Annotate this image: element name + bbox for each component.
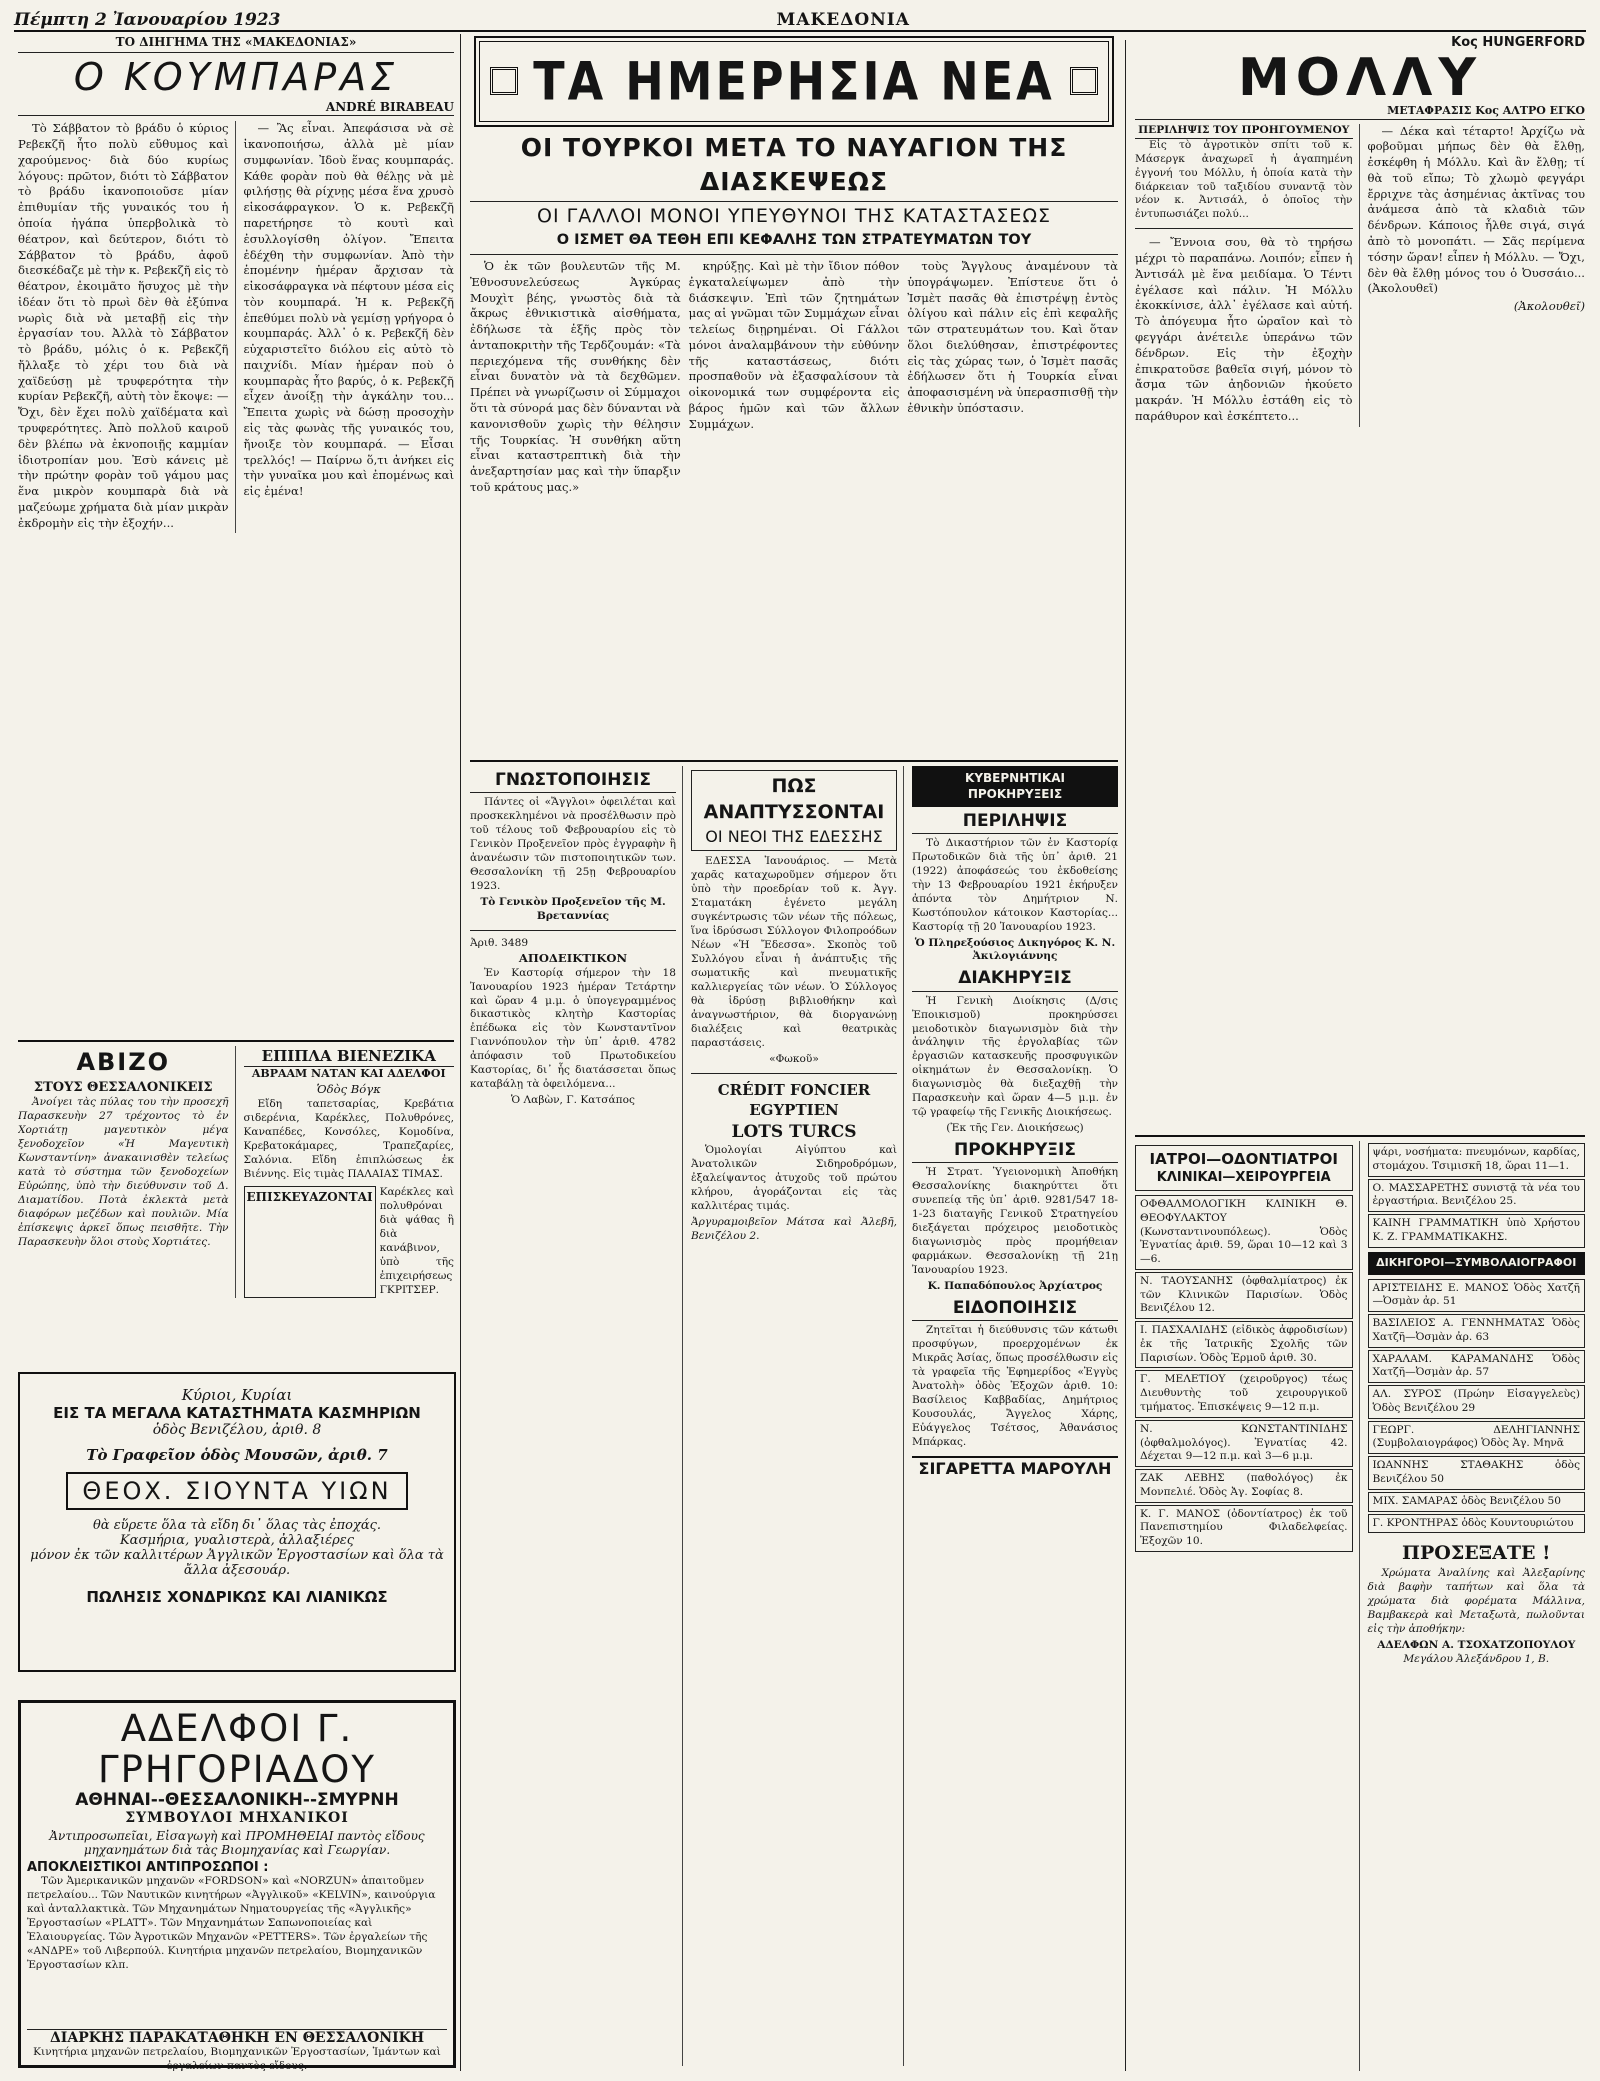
news-columns — [470, 259, 1118, 497]
serial-col-2 — [1368, 124, 1586, 427]
story-col-1 — [18, 121, 236, 533]
story-kicker: ΤΟ ΔΙΗΓΗΜΑ ΤΗΣ «ΜΑΚΕΔΟΝΙΑΣ» — [18, 34, 454, 53]
grigoriadou-section: ΑΠΟΚΛΕΙΣΤΙΚΟΙ ΑΝΤΙΠΡΟΣΩΠΟΙ : — [27, 1860, 269, 1876]
decree-title: ΑΠΟΔΕΙΚΤΙΚΟΝ — [518, 950, 628, 965]
kasm-line2: ΕΙΣ ΤΑ ΜΕΓΑΛΑ ΚΑΤΑΣΤΗΜΑΤΑ ΚΑΣΜΗΡΙΩΝ — [53, 1404, 421, 1422]
edessa-header — [691, 770, 897, 851]
news-text: κηρύξῃς. Καὶ μὲ τὴν ἴδιον πόθον ἐγκαταλείψωμεν ἀπὸ τὴν διάσκεψιν. Ἐπὶ τῶν ζητημάτων μας αἱ γνῶμαι τῶν Συμμάχων εἶναι τελείως διῃρημέναι. Οἱ Γάλλοι μόνοι ἀναλαμβάνουν τὴν εὐθύνην τῆς καταστάσεως, διότι προσπαθοῦν νὰ ἐξασφαλίσουν τὰ οἰκονομικά των συμφέροντα εἰς βάρος ἡμῶν καὶ τῶν ἄλλων Συμμάχων. — [688, 259, 900, 431]
lawyer-entry: ΙΩΑΝΝΗΣ ΣΤΑΘΑΚΗΣ ὁδὸς Βενιζέλου 50 — [1368, 1456, 1586, 1490]
news-banner-title: ΤΑ ΗΜΕΡΗΣΙΑ ΝΕΑ — [533, 49, 1055, 113]
govt-h4: ΕΙΔΟΠΟΙΗΣΙΣ — [912, 1297, 1118, 1321]
decree-num: Ἀριθ. 3489 — [470, 936, 529, 949]
kasm-line5: θὰ εὕρετε ὅλα τὰ εἴδη δι᾽ ὅλας τὰς ἐποχάς. — [92, 1518, 382, 1533]
furniture-body: Εἴδη ταπετσαρίας, Κρεβάτια σιδερένια, Καρέκλες, Πολυθρόνες, Καναπέδες, Κονσόλες, Κομοδίνα, Κρεβατοκάμαρες, Τραπεζαρίες, Σαλόνια. Εἴδη ἐπιπλώσεως ἐκ Βιέννης. Εἰς τιμὰς ΠΑΛΑΙΑΣ ΤΙΜΑΣ. — [243, 1098, 454, 1180]
news-headline-1: ΟΙ ΤΟΥΡΚΟΙ ΜΕΤΑ ΤΟ ΝΑΥΑΓΙΟΝ ΤΗΣ ΔΙΑΣΚΕΨΕΩΣ — [520, 132, 1068, 196]
lawyer-entry: Γ. ΚΡΟΝΤΗΡΑΣ ὁδὸς Κουντουριώτου — [1368, 1514, 1586, 1534]
govt-h1: ΠΕΡΙΛΗΨΙΣ — [912, 810, 1118, 834]
kasm-footer: ΠΩΛΗΣΙΣ ΧΟΝΔΡΙΚΩΣ ΚΑΙ ΛΙΑΝΙΚΩΣ — [86, 1588, 388, 1606]
govt-s1: Ὁ Πληρεξούσιος Δικηγόρος Κ. Ν. Ἀκιλογιάννης — [914, 936, 1116, 963]
govt-b4: Ζητεῖται ἡ διεύθυνσις τῶν κάτωθι προσφύγων, προερχομένων ἐκ Μικρᾶς Ἀσίας, ὅπως προσέλθωσιν εἰς τὰ γραφεῖα τῆς Ἐφημερίδος «Ἐγγὺς Ἀνατολὴ» ὁδὸς Ἐξοχῶν ἀριθ. 10: Βασίλειος Καββαδίας, Δημήτριος Κουσουλάς, Ἄγγελος Χάρης, Εὐάγγελος Τσέτσος, Ἀθανάσιος Μπάρκας. — [912, 1324, 1118, 1448]
decree-sign: Ὁ Λαβὼν, Γ. Κατσάπος — [511, 1094, 635, 1107]
doctor-entry: Ι. ΠΑΣΧΑΛΙΔΗΣ (εἰδικὸς ἀφροδισίων) ἐκ τῆς Ἰατρικῆς Σχολῆς τῶν Παρισίων. Ὁδὸς Ἑρμοῦ ἀριθ. 30. — [1135, 1321, 1353, 1368]
kasm-firm: ΘΕΟΧ. ΣΙΟΥΝΤΑ ΥΙΩΝ — [66, 1472, 407, 1510]
issue-date: Πέμπτη 2 Ἰανουαρίου 1923 — [14, 10, 281, 30]
kasm-line6: Κασμήρια, γυαλιστερὰ, ἀλλαξιέρες — [119, 1533, 355, 1548]
doctor-entry: ΟΦΘΑΛΜΟΛΟΓΙΚΗ ΚΛΙΝΙΚΗ Θ. ΘΕΟΦΥΛΑΚΤΟΥ (Κωνσταντινουπόλεως). Ὁδὸς Ἐγνατίας ἀριθ. 59, ὥραι 10—12 καὶ 3—6. — [1135, 1195, 1353, 1270]
govt-b2: Ἡ Γενικὴ Διοίκησις (Δ/σις Ἐποικισμοῦ) προκηρύσσει μειοδοτικὸν διαγωνισμὸν διὰ τὴν ἀνάληψιν τῆς ἐργολαβίας τῶν ἐργασιῶν κατασκευῆς προσφυγικῶν οἰκημάτων ἐν Θεσσαλονίκῃ. Ὁ διαγωνισμὸς θὰ διεξαχθῇ τὴν Παρασκευὴν καὶ ὥραν 4—5 μ.μ. ἐν τῷ γραφείῳ τῆς Γενικῆς Διοικήσεως. — [912, 994, 1118, 1119]
govt-footer: ΣΙΓΑΡΕΤΤΑ ΜΑΡΟΥΛΗ — [912, 1456, 1118, 1480]
small-ads — [18, 1040, 454, 1366]
lawyer-entry: ΓΕΩΡΓ. ΔΕΛΗΓΙΑΝΝΗΣ (Συμβολαιογράφος) Ὁδὸς Ἁγ. Μηνᾶ — [1368, 1421, 1586, 1455]
directory-item: Ο. ΜΑΣΣΑΡΕΤΗΣ συνιστᾷ τὰ νέα του ἐργαστήρια. Βενιζέλου 25. — [1368, 1179, 1586, 1213]
ornament-icon — [1070, 67, 1098, 95]
abizo-ad — [18, 1046, 236, 1298]
grigoriadou-cities: ΑΘΗΝΑΙ--ΘΕΣΣΑΛΟΝΙΚΗ--ΣΜΥΡΝΗ — [75, 1790, 399, 1811]
credit-body: Ὁμολογίαι Αἰγύπτου καὶ Ἀνατολικῶν Σιδηροδρόμων, ἐξαλείψαντος ἀτυχοῦς τοῦ πρώτου κλήρου, ἀγοράζονται εἰς τὰς καλλιτέρας τιμάς. — [691, 1143, 897, 1212]
story-author: ANDRÉ BIRABEAU — [18, 99, 454, 116]
repair-title: ΕΠΙΣΚΕΥΑΖΟΝΤΑΙ — [244, 1186, 376, 1298]
lawyer-entry: ΒΑΣΙΛΕΙΟΣ Α. ΓΕΝΝΗΜΑΤΑΣ Ὁδὸς Χατζῆ—Ὀσμὰν ἀρ. 63 — [1368, 1314, 1586, 1348]
doctor-entry: Γ. ΜΕΛΕΤΙΟΥ (χειροῦργος) τέως Διευθυντὴς τοῦ χειρουργικοῦ τμήματος. Ἐπισκέψεις 9—12 π.μ. — [1135, 1370, 1353, 1417]
serial-col-1 — [1135, 124, 1360, 427]
credit-subtitle: LOTS TURCS — [731, 1121, 857, 1142]
serial-contd: (Ἀκολουθεῖ) — [1513, 299, 1585, 314]
newspaper-title: ΜΑΚΕΔΟΝΙΑ — [776, 10, 910, 30]
story-text: — Ἂς εἶναι. Ἀπεφάσισα νὰ σὲ ἱκανοποιήσω, ἀλλὰ μὲ μίαν συμφωνίαν. Ἰδοὺ ἕνας κουμπαράς. Κάθε φορὰν ποὺ θὰ θέλῃς νὰ μὲ φιλήσῃς θὰ ρίχνῃς μέσα ἕνα χρυσὸ εἰκοσάφραγκον. Ὁ κ. Ρεβεκζῆ παρετήρησε τὸ κουτὶ καὶ ἐσυλλογίσθη ὀλίγον. Ἔπειτα ἐδέχθη τὴν συμφωνίαν. Ἀπὸ τὴν ἑπομένην ἡμέραν ἄρχισαν τὰ εἰκοσάφραγκα νὰ πέφτουν μέσα εἰς τὸν κουμπαρά. Ἡ κ. Ρεβεκζῆ ἐπεθύμει πολὺ νὰ γεμίσῃ γρήγορα ὁ κουμπαράς. Ἀλλ᾽ ὁ κ. Ρεβεκζῆ δὲν εὐχαριστεῖτο διόλου εἰς αὐτὸ τὸ παιχνίδι. Μίαν ἡμέραν ποὺ ὁ κουμπαρὰς ἦτο βαρύς, ὁ κ. Ρεβεκζῆ εἶχεν ἀνοίξῃ τὴν ἀγκάλην του... Ἔπειτα χωρὶς νὰ δώσῃ προσοχὴν εἰς τὰς φωνὰς τῆς γυναικός του, ἤνοιξε τὸν κουμπαρά. — Εἶσαι τρελλός! — Παίρνω ὅ,τι ἀνήκει εἰς τὴν γυναῖκα μου καὶ ἐπομένως καὶ εἰς ἐμένα! — [243, 121, 454, 499]
doctors-col — [1135, 1141, 1360, 2071]
notices-sign: Τὸ Γενικὸν Προξενεῖον τῆς Μ. Βρεταννίας — [480, 895, 666, 922]
kasm-line3: ὁδὸς Βενιζέλου, ἀριθ. 8 — [152, 1422, 322, 1438]
kasm-line4: Τὸ Γραφεῖον ὁδὸς Μουσῶν, ἀριθ. 7 — [86, 1446, 388, 1464]
doctor-entry: Κ. Γ. ΜΑΝΟΣ (ὀδοντίατρος) ἐκ τοῦ Πανεπιστημίου Φιλαδελφείας. Ἐξοχῶν 10. — [1135, 1505, 1353, 1552]
serial-text: — Ἔννοια σου, θὰ τὸ τηρήσω μέχρι τὸ παραπάνω. Λοιπόν; εἶπεν ἡ Ἀντισάλ μὲ ἕνα μειδίαμα. Ὁ Τέντι ἐγέλασε καὶ πάλιν. Ἡ Μόλλυ ἐκοκκίνισε, ἀλλ᾽ ἐγέλασε καὶ αὐτή. Τὸ ἀπόγευμα ἦτο ὡραῖον καὶ τὸ φεγγάρι ἀνέτειλε ὑπεράνω τῶν δένδρων. Εἰς τὴν ἐξοχὴν ἐπικρατοῦσε βαθεῖα σιγή, μόνον τὸ ἄσμα τῶν ἀηδονιῶν ἠκούετο μακράν. Ἡ Μόλλυ ἐστάθη εἰς τὸ παράθυρον καὶ ἐσκέπτετο... — [1135, 235, 1353, 423]
lawyer-entry: ΧΑΡΑΛΑΜ. ΚΑΡΑΜΑΝΔΗΣ Ὁδὸς Χατζῆ—Ὀσμὰν ἀρ. 57 — [1368, 1350, 1586, 1384]
lower-middle-columns — [470, 766, 1118, 2066]
repair-notice — [244, 1186, 455, 1298]
grigoriadou-footnote: Κινητήρια μηχανῶν πετρελαίου, Βιομηχανικῶν Ἐργοστασίων, Ἰμάντων καὶ ἐργαλείων παντὸς εἴδους. — [33, 2046, 441, 2073]
prosexate-title: ΠΡΟΣΕΞΑΤΕ ! — [1402, 1542, 1551, 1565]
furniture-owner: ΑΒΡΑΑΜ ΝΑΤΑΝ ΚΑΙ ΑΔΕΛΦΟΙ — [251, 1067, 446, 1081]
news-text: Ὁ ἐκ τῶν βουλευτῶν τῆς Μ. Ἐθνοσυνελεύσεως Ἀγκύρας Μουχὶτ βέης, γνωστὸς διὰ τὰ ἄκρως ἐθνικιστικὰ αἰσθήματα, ἐδήλωσε τὰ ἑξῆς πρὸς τὸν ἀνταποκριτὴν τῆς Τερδζουμάν: «Τὰ περιεχόμενα τῆς συνθήκης δὲν εἶναι δυνατὸν νὰ τὰ δεχθῶμεν. Πρέπει νὰ γνωρίζωσιν οἱ Σύμμαχοι ὅτι τὰ σύνορά μας δὲν δύνανται νὰ κανονισθοῦν χωρὶς τὴν θέλησιν τῆς Τουρκίας. Ἡ συνθήκη αὕτη εἶναι καταστρεπτικὴ διὰ τὴν ἀνεξαρτησίαν μας καὶ τὴν ὕπαρξιν τοῦ κράτους μας.» — [470, 259, 681, 494]
news-headline-2: ΟΙ ΓΑΛΛΟΙ ΜΟΝΟΙ ΥΠΕΥΘΥΝΟΙ ΤΗΣ ΚΑΤΑΣΤΑΣΕΩΣ — [470, 201, 1118, 230]
credit-contact: Ἀργυραμοιβεῖον Μάτσα καὶ Ἀλεβῆ, Βενιζέλου 2. — [691, 1215, 897, 1242]
serial-author: Κος HUNGERFORD — [1451, 35, 1585, 50]
directory-section — [1135, 1135, 1585, 2076]
notices-title: ΓΝΩΣΤΟΠΟΙΗΣΙΣ — [470, 769, 676, 793]
news-headline-3: Ο ΙΣΜΕΤ ΘΑ ΤΕΘΗ ΕΠΙ ΚΕΦΑΛΗΣ ΤΩΝ ΣΤΡΑΤΕΥΜΑΤΩΝ ΤΟΥ — [470, 231, 1118, 255]
doctor-entry: ΖΑΚ ΛΕΒΗΣ (παθολόγος) ἐκ Μονπελιέ. Ὁδὸς Ἀγ. Σοφίας 8. — [1135, 1469, 1353, 1503]
edessa-body: ΕΔΕΣΣΑ Ἰανουάριος. — Μετὰ χαρᾶς καταχωροῦμεν σήμερον ὅτι ὑπὸ τὴν προεδρίαν τοῦ κ. Ἀγγ. Σταματάκη ἐγένετο μεγάλη συγκέντρωσις τῶν νέων τῆς πόλεως, ἵνα ἱδρύσωσι Σύλλογον Φιλοπροόδων Νέων «Ἡ Ἔδεσσα». Σκοπὸς τοῦ Συλλόγου εἶναι ἡ ἀνάπτυξις τῆς σωματικῆς καὶ πνευματικῆς καλλιεργείας τῶν νέων. Ὁ Σύλλογος θὰ ἱδρύσῃ βιβλιοθήκην καὶ ἀναγνωστήριον, θὰ διοργανώνῃ διαλέξεις καὶ θεατρικὰς παραστάσεις. — [691, 855, 897, 1049]
serial-text: — Δέκα καὶ τέταρτο! Ἀρχίζω νὰ φοβοῦμαι μήπως δὲν θὰ ἔλθῃ, ἐσκέφθη ἡ Μόλλυ. Καὶ ἂν ἔλθῃ; τί θὰ τοῦ εἴπω; Τὸ χλωμὸ φεγγάρι ἔρριχνε τὰς ἀσημένιας ἀκτῖνας του ἀνάμεσα ἀπὸ τὰ κλαδιὰ τῶν δένδρων. Κάποιος ἦλθε σιγά, σιγά ἀπὸ τὸ μονοπάτι. — Σᾶς περίμενα τόσην ὥραν! εἶπεν ἡ Μόλλυ. — Ὄχι, δὲν θὰ ἔλθῃ μόνος του ὁ Ὀυσσάιο... (Ἀκολουθεῖ) — [1367, 123, 1585, 296]
news-banner-inner — [479, 41, 1109, 122]
edessa-subtitle: ΟΙ ΝΕΟΙ ΤΗΣ ΕΔΕΣΣΗΣ — [705, 826, 883, 846]
edessa-col — [691, 766, 904, 2066]
notices-body: Πάντες οἱ «Ἄγγλοι» ὀφειλέται καὶ προσκεκλημένοι νὰ προσέλθωσιν πρὸ τοῦ τέλους τοῦ Φεβρουαρίου εἰς τὸ Γενικὸν Προξενεῖον πρὸς ἐγγραφὴν ἢ ἀνανέωσιν τῶν πιστοποιητικῶν των. Θεσσαλονίκη τῇ 25ῃ Φεβρουαρίου 1923. — [470, 796, 676, 892]
lawyer-entry: ΑΛ. ΣΥΡΟΣ (Πρώην Εἰσαγγελεὺς) Ὁδὸς Βενιζέλου 29 — [1368, 1385, 1586, 1419]
govt-title: ΚΥΒΕΡΝΗΤΙΚΑΙ ΠΡΟΚΗΡΥΞΕΙΣ — [912, 766, 1118, 807]
column-rule — [1125, 40, 1126, 2071]
abizo-subtitle: ΣΤΟΥΣ ΘΕΣΣΑΛΟΝΙΚΕΙΣ — [33, 1079, 213, 1095]
directory-columns — [1135, 1141, 1585, 2071]
abizo-body: Ἀνοίγει τὰς πύλας του τὴν προσεχῆ Παρασκευὴν 27 τρέχοντος τὸ ἐν Χορτιάτῃ μαγευτικὸν μέγα ξενοδοχεῖον «Ἡ Μαγευτικὴ Κωνσταντίνη» ἀνακαινισθὲν τελείως κατὰ τὸ σύστημα τῶν ξενοδοχείων Εὐρώπης, ὑπὸ τὴν διεύθυνσιν τοῦ Δ. Διαματίδου. Ποτὰ ἐκλεκτὰ μετὰ διαφόρων μεζέδων καὶ πουλιῶν. Μία ἐπίσκεψις ἀρκεῖ ὅπως πεισθῆτε. Τὴν Παρασκευὴν ὅλοι στοὺς Χορτιάτες. — [18, 1096, 229, 1248]
grigoriadou-role: ΣΥΜΒΟΥΛΟΙ ΜΗΧΑΝΙΚΟΙ — [125, 1810, 349, 1827]
abizo-title: ΑΒΙΖΟ — [76, 1048, 171, 1076]
ornament-icon — [490, 67, 518, 95]
news-section — [470, 34, 1118, 754]
govt-s3: Κ. Παπαδόπουλος Ἀρχίατρος — [927, 1280, 1103, 1293]
govt-b1: Τὸ Δικαστήριον τῶν ἐν Καστορίᾳ Πρωτοδικῶν διὰ τῆς ὑπ᾽ ἀριθ. 21 (1922) ἀποφάσεώς του ἐκδοθείσης τὴν 13 Φεβρουαρίου 1921 ἐκήρυξεν ἀπόντα τὸν Δημήτριον Ν. Κωστόπουλον κάτοικον Καστορίας... Καστορίᾳ τῇ 20 Ἰανουαρίου 1923. — [912, 836, 1118, 933]
decree-body: Ἐν Καστορίᾳ σήμερον τὴν 18 Ἰανουαρίου 1923 ἡμέραν Τετάρτην καὶ ὥραν 4 μ.μ. ὁ ὑπογεγραμμένος δικαστικὸς κλητὴρ Καστορίας ἐπέδωκα εἰς τὸν Κωνσταντῖνον Γιαννόπουλον τὴν ὑπ᾽ ἀριθ. 4782 ἀπόφασιν τοῦ Πρωτοδικείου Καστορίας, δι᾽ ἧς διατάσσεται ὅπως καταβάλῃ τὰ ὀφειλόμενα... — [470, 966, 676, 1091]
credit-title: CRÉDIT FONCIER EGYPTIEN — [717, 1080, 871, 1120]
serial-summary-title: ΠΕΡΙΛΗΨΙΣ ΤΟΥ ΠΡΟΗΓΟΥΜΕΝΟΥ — [1135, 124, 1353, 139]
lower-middle — [470, 760, 1118, 2076]
story-text: Τὸ Σάββατον τὸ βράδυ ὁ κύριος Ρεβεκζῆ ἦτο πολὺ εὔθυμος καὶ χαρούμενος· διὰ δύο κυρίως λόγους: πρῶτον, διότι τὸ Σάββατον τὸ βράδυ ἱκανοποιοῦσε μίαν ἐπιθυμίαν τῆς γυναικός του ἡ ὁποία ἠγάπα ὑπερβολικὰ τὸ θέατρον, καὶ δεύτερον, διότι τὸ Σάββατον τὸ βράδυ, ἀφοῦ διεσκέδαζε μὲ τὴν κ. Ρεβεκζῆ εἰς τὸ θέατρον, ἐκοιμᾶτο ἥσυχος μὲ τὴν ἰδέαν ὅτι τὸ πρωὶ δὲν θὰ ἐξύπνα νωρὶς διὰ νὰ μεταβῇ εἰς τὴν ἐργασίαν του. Ἀλλὰ τὸ Σάββατον τὸ βράδυ, μόλις ὁ κ. Ρεβεκζῆ ἤλλαξε τὸ χέρι του διὰ νὰ χαϊδεύσῃ μὲ τρυφερότητα τὴν κυρίαν Ρεβεκζῆ, αὐτὴ τὸν ἔκοψε: — Ὄχι, δὲν ἔχει πολὺ χαϊδέματα καὶ τρυφερότητες. Ἀπὸ πολλοῦ καιροῦ δὲν βλέπω νὰ ἐκνοποιῇς καμμίαν ἰδιοτροπίαν μου. Ἐσὺ κάνεις μὲ τὴν πρώτην φορὰν τοῦ γάμου μας ἕνα μικρὸν κουμπαρὰ διὰ νὰ μαζεύωμε χρήματα διὰ μίαν μικρὰν ἐκδρομὴν εἰς τὴν ἐξοχήν... — [18, 121, 229, 530]
serial-columns — [1135, 124, 1585, 427]
grigoriadou-intro: Ἀντιπροσωπεῖαι, Εἰσαγωγὴ καὶ ΠΡΟΜΗΘΕΙΑΙ παντὸς εἴδους μηχανημάτων διὰ τὰς Βιομηχανίας καὶ Γεωργίαν. — [49, 1829, 425, 1858]
grigoriadou-footer: ΔΙΑΡΚΗΣ ΠΑΡΑΚΑΤΑΘΗΚΗ ΕΝ ΘΕΣΣΑΛΟΝΙΚΗ — [27, 2029, 447, 2046]
edessa-title: ΠΩΣ ΑΝΑΠΤΥΣΣΟΝΤΑΙ — [703, 775, 885, 823]
directory-item: ψάρι, νοσήματα: πνευμόνων, καρδίας, στομάχου. Τσιμισκῆ 18, ὥραι 11—1. — [1368, 1143, 1586, 1177]
small-ads-row — [18, 1046, 454, 1298]
news-text: τοὺς Ἄγγλους ἀναμένουν τὰ ὑπογράψωμεν. Ἐπίστευε ὅτι ὁ Ἰσμὲτ πασᾶς θὰ ἐπιστρέψῃ ἐντὸς ὀλίγου καὶ πάλιν εἰς ἐπὶ κεφαλῆς τῶν στρατευμάτων του. Καὶ ὅταν ὅλοι διελύθησαν, ἐπιστρέφοντες εἰς τὰς χώρας των, ὁ Ἰσμὲτ πασᾶς ἐδήλωσεν ὅτι ἡ Τουρκία εἶναι ἀποφασισμένη νὰ ὑπερασπισθῇ τὴν ἐθνικὴν ὑπόστασιν. — [907, 259, 1118, 415]
grigoriadou-ad — [18, 1700, 456, 2073]
govt-h2: ΔΙΑΚΗΡΥΞΙΣ — [912, 967, 1118, 991]
lawyer-entry: ΑΡΙΣΤΕΙΔΗΣ Ε. ΜΑΝΟΣ Ὁδὸς Χατζῆ—Ὀσμὰν ἀρ. 51 — [1368, 1279, 1586, 1313]
colors-addr: Μεγάλου Ἀλεξάνδρου 1, Β. — [1403, 1652, 1550, 1665]
doctors-header — [1135, 1145, 1353, 1191]
masthead — [14, 8, 1586, 32]
lawyers-bar: ΔΙΚΗΓΟΡΟΙ—ΣΥΜΒΟΛΑΙΟΓΡΑΦΟΙ — [1368, 1252, 1586, 1275]
govt-b3: Ἡ Στρατ. Ὑγειονομικὴ Ἀποθήκη Θεσσαλονίκης διακηρύττει ὅτι συνεπείᾳ τῆς ὑπ᾽ ἀριθ. 9281/547 18-1-23 διαταγῆς Γενικοῦ Στρατηγείου διεξάγεται πρόχειρος μειοδοτικὸς διαγωνισμὸς πρὸς προμήθειαν φαρμάκων. Θεσσαλονίκῃ τῇ 21ῃ Ἰανουαρίου 1923. — [912, 1166, 1118, 1277]
furniture-street: Ὁδὸς Βόγκ — [316, 1082, 381, 1097]
kasm-line1: Κύριοι, Κυρίαι — [181, 1386, 293, 1404]
colors-ad: Χρώματα Ἀναλίνης καὶ Ἀλεξαρίνης διὰ βαφὴν ταπήτων καὶ ὅλα τὰ χρώματα διὰ φορέματα Μάλλινα, Βαμβακερὰ καὶ Μεταξωτὰ, πωλοῦνται εἰς τὴν ἀποθήκην: — [1367, 1567, 1585, 1635]
govt-h3: ΠΡΟΚΗΡΥΞΙΣ — [912, 1139, 1118, 1163]
doctors-title-1: ΙΑΤΡΟΙ—ΟΔΟΝΤΙΑΤΡΟΙ — [1149, 1150, 1338, 1168]
news-col — [470, 259, 681, 497]
govt-col — [912, 766, 1118, 2066]
story-title: Ο ΚΟΥΜΠΑΡΑΣ — [73, 55, 399, 100]
doctors-title-2: ΚΛΙΝΙΚΑΙ—ΧΕΙΡΟΥΡΓΕΙΑ — [1156, 1170, 1331, 1186]
lawyer-entry: ΜΙΧ. ΣΑΜΑΡΑΣ ὁδὸς Βενιζέλου 50 — [1368, 1492, 1586, 1512]
doctor-entry: Ν. ΤΑΟΥΣΑΝΗΣ (ὀφθαλμίατρος) ἐκ τῶν Κλινικῶν Παρισίων. Ὁδὸς Βενιζέλου 12. — [1135, 1272, 1353, 1319]
story-column — [18, 34, 454, 1034]
furniture-title: ΕΠΙΠΛΑ ΒΙΕΝΕΖΙΚΑ — [244, 1046, 455, 1067]
furniture-ad — [244, 1046, 455, 1298]
grigoriadou-name: ΑΔΕΛΦΟΙ Γ. ΓΡΗΓΟΡΙΑΔΟΥ — [97, 1707, 377, 1791]
repair-body: Καρέκλες καὶ πολυθρόναι διὰ ψάθας ἢ διὰ κανάβινον, ὑπὸ τῆς ἐπιχειρήσεως ΓΚΡΙΤΣΕΡ. — [379, 1185, 454, 1296]
directory-item: ΚΑΙΝΗ ΓΡΑΜΜΑΤΙΚΗ ὑπὸ Χρήστου Κ. Ζ. ΓΡΑΜΜΑΤΙΚΑΚΗΣ. — [1368, 1214, 1586, 1248]
doctor-entry: Ν. ΚΩΝΣΤΑΝΤΙΝΙΔΗΣ (ὀφθαλμολόγος). Ἐγνατίας 42. Δέχεται 9—12 π.μ. καὶ 3—6 μ.μ. — [1135, 1420, 1353, 1467]
news-col — [907, 259, 1118, 497]
serial-summary: Εἰς τὸ ἀγροτικὸν σπίτι τοῦ κ. Μάσεργκ ἀναχωρεῖ ἡ ἀγαπημένη ἐγγονή του Μόλλυ, ἡ ὁποία κατὰ τὴν διάρκειαν τοῦ ταξιδίου συναντᾷ τὸν νέον κ. Ἀντισάλ, ὁ ὁποῖος τὴν ἐντυπωσιάζει πολύ... — [1135, 138, 1353, 221]
kashmir-ad — [18, 1372, 456, 1672]
colors-firm: ΑΔΕΛΦΩΝ Α. ΤΣΟΧΑΤΖΟΠΟΥΛΟΥ — [1377, 1638, 1576, 1651]
notices-col — [470, 766, 683, 2066]
serial-title: ΜΟΛΛΥ — [1237, 47, 1483, 108]
lawyers-col — [1368, 1141, 1586, 2071]
news-banner — [474, 36, 1114, 127]
serial-section — [1135, 34, 1585, 1124]
edessa-footer: «Φωκοῦ» — [769, 1052, 819, 1065]
story-col-2 — [244, 121, 455, 533]
column-rule — [460, 34, 461, 2071]
serial-translator: ΜΕΤΑΦΡΑΣΙΣ Κος ΑΛΤΡΟ ΕΓΚΟ — [1135, 104, 1585, 120]
grigoriadou-body: Τῶν Ἀμερικανικῶν μηχανῶν «FORDSON» καὶ «NORZUN» ἀπαιτοῦμεν πετρελαίου... Τῶν Ναυτικῶν κινητήρων «Ἀγγλικοῦ» «KELVIN», καινούργια καὶ ἀνταλλακτικὰ. Τῶν Μηχανημάτων Νηματουργείας τῆς «Ἀγγλικῆς» Ἐργοστασίων «PLATT». Τῶν Μηχανημάτων Σαπωνοποιείας καὶ Ἐλαιουργείας. Τῶν Ἀγροτικῶν Μηχανῶν «PETTERS». Τῶν ἐργαλείων τῆς «ΑΝΔΡΕ» τοῦ Λιβερπούλ. Κινητήρια μηχανῶν πετρελαίου, Βιομηχανικῶν Ἐργοστασίων κλπ. — [27, 1875, 436, 1972]
story-body — [18, 121, 454, 533]
govt-s2: (Ἐκ τῆς Γεν. Διοικήσεως) — [946, 1122, 1084, 1135]
news-col — [689, 259, 900, 497]
kasm-line7: μόνον ἐκ τῶν καλλιτέρων Ἀγγλικῶν Ἐργοστασίων καὶ ὅλα τὰ ἄλλα ἀξεσουάρ. — [30, 1548, 444, 1578]
